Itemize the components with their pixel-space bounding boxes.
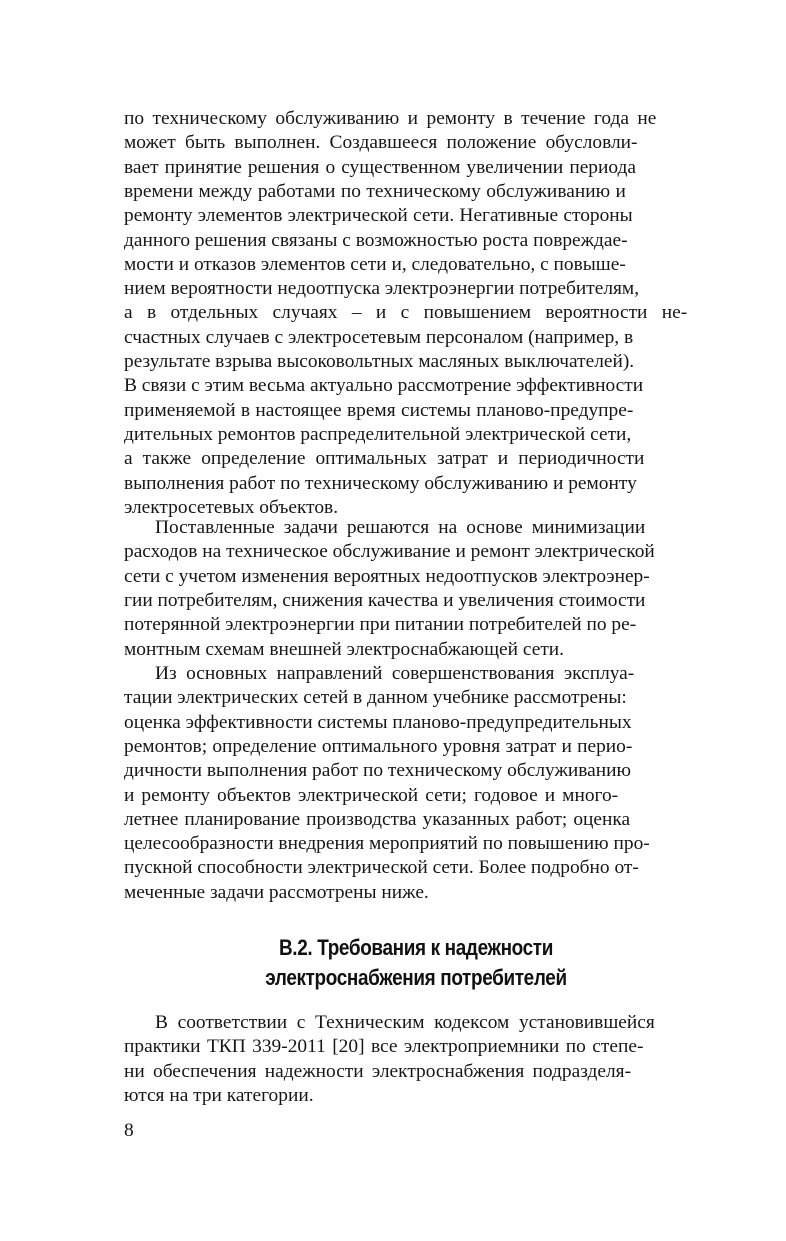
- text-line: пускной способности электрической сети. Более подробно от-: [124, 857, 639, 879]
- text-line: результате взрыва высоковольтных масляных выключателей).: [124, 351, 635, 372]
- text-line: оценка эффективности системы планово-предупредительных: [124, 711, 632, 733]
- text-line: счастных случаев с электросетевым персоналом (например, в: [124, 326, 634, 348]
- text-line: и ремонту объектов электрической сети; годовое и много-: [124, 784, 619, 806]
- text-line: практики ТКП 339-2011 [20] все электроприемники по степе-: [124, 1036, 644, 1058]
- text-line: дительных ремонтов распределительной электрической сети,: [124, 423, 632, 445]
- text-line: применяемой в настоящее время системы планово-предупре-: [124, 399, 634, 421]
- text-line: сети с учетом изменения вероятных недоотпусков электроэнер-: [124, 565, 650, 587]
- text-line: В соответствии с Техническим кодексом установившейся: [155, 1012, 655, 1033]
- page-number: 8: [124, 1120, 134, 1141]
- text-line: данного решения связаны с возможностью роста повреждае-: [124, 229, 628, 251]
- text-line: по техническому обслуживанию и ремонту в течение года не: [124, 108, 657, 129]
- text-line: ни обеспечения надежности электроснабжения подразделя-: [124, 1060, 632, 1082]
- text-line: нием вероятности недоотпуска электроэнергии потребителям,: [124, 278, 640, 300]
- text-line: расходов на техническое обслуживание и ремонт электрической: [124, 541, 655, 563]
- section-heading-line-2: электроснабжения потребителей: [265, 965, 567, 990]
- section-heading-line-1: В.2. Требования к надежности: [278, 935, 554, 960]
- text-line: монтным схемам внешней электроснабжающей сети.: [124, 638, 565, 660]
- text-line: летнее планирование производства указанных работ; оценка: [124, 808, 631, 830]
- text-line: целесообразности внедрения мероприятий по повышению про-: [124, 833, 650, 855]
- text-line: Поставленные задачи решаются на основе минимизации: [155, 517, 646, 538]
- text-line: ремонтов; определение оптимального уровня затрат и перио-: [124, 735, 633, 757]
- text-line: гии потребителям, снижения качества и увеличения стоимости: [124, 589, 646, 611]
- text-line: ремонту элементов электрической сети. Негативные стороны: [124, 205, 633, 227]
- text-line: электросетевых объектов.: [124, 496, 339, 518]
- text-line: меченные задачи рассмотрены ниже.: [124, 881, 429, 903]
- text-line: дичности выполнения работ по техническому обслуживанию: [124, 760, 631, 782]
- text-line: ются на три категории.: [124, 1084, 314, 1106]
- text-line: В связи с этим весьма актуально рассмотрение эффективности: [124, 375, 644, 397]
- text-line: мости и отказов элементов сети и, следовательно, с повыше-: [124, 253, 626, 275]
- text-line: выполнения работ по техническому обслуживанию и ремонту: [124, 472, 637, 494]
- text-line: потерянной электроэнергии при питании потребителей по ре-: [124, 614, 637, 636]
- text-line: тации электрических сетей в данном учебнике рассмотрены:: [124, 687, 627, 709]
- text-line: а также определение оптимальных затрат и периодичности: [124, 448, 645, 470]
- text-line: а в отдельных случаях – и с повышением вероятности не-: [124, 302, 688, 324]
- text-line: вает принятие решения о существенном увеличении периода: [124, 156, 636, 178]
- text-line: Из основных направлений совершенствования эксплуа-: [155, 663, 635, 684]
- text-line: времени между работами по техническому обслуживанию и: [124, 180, 626, 202]
- text-line: может быть выполнен. Создавшееся положение обусловли-: [124, 132, 638, 154]
